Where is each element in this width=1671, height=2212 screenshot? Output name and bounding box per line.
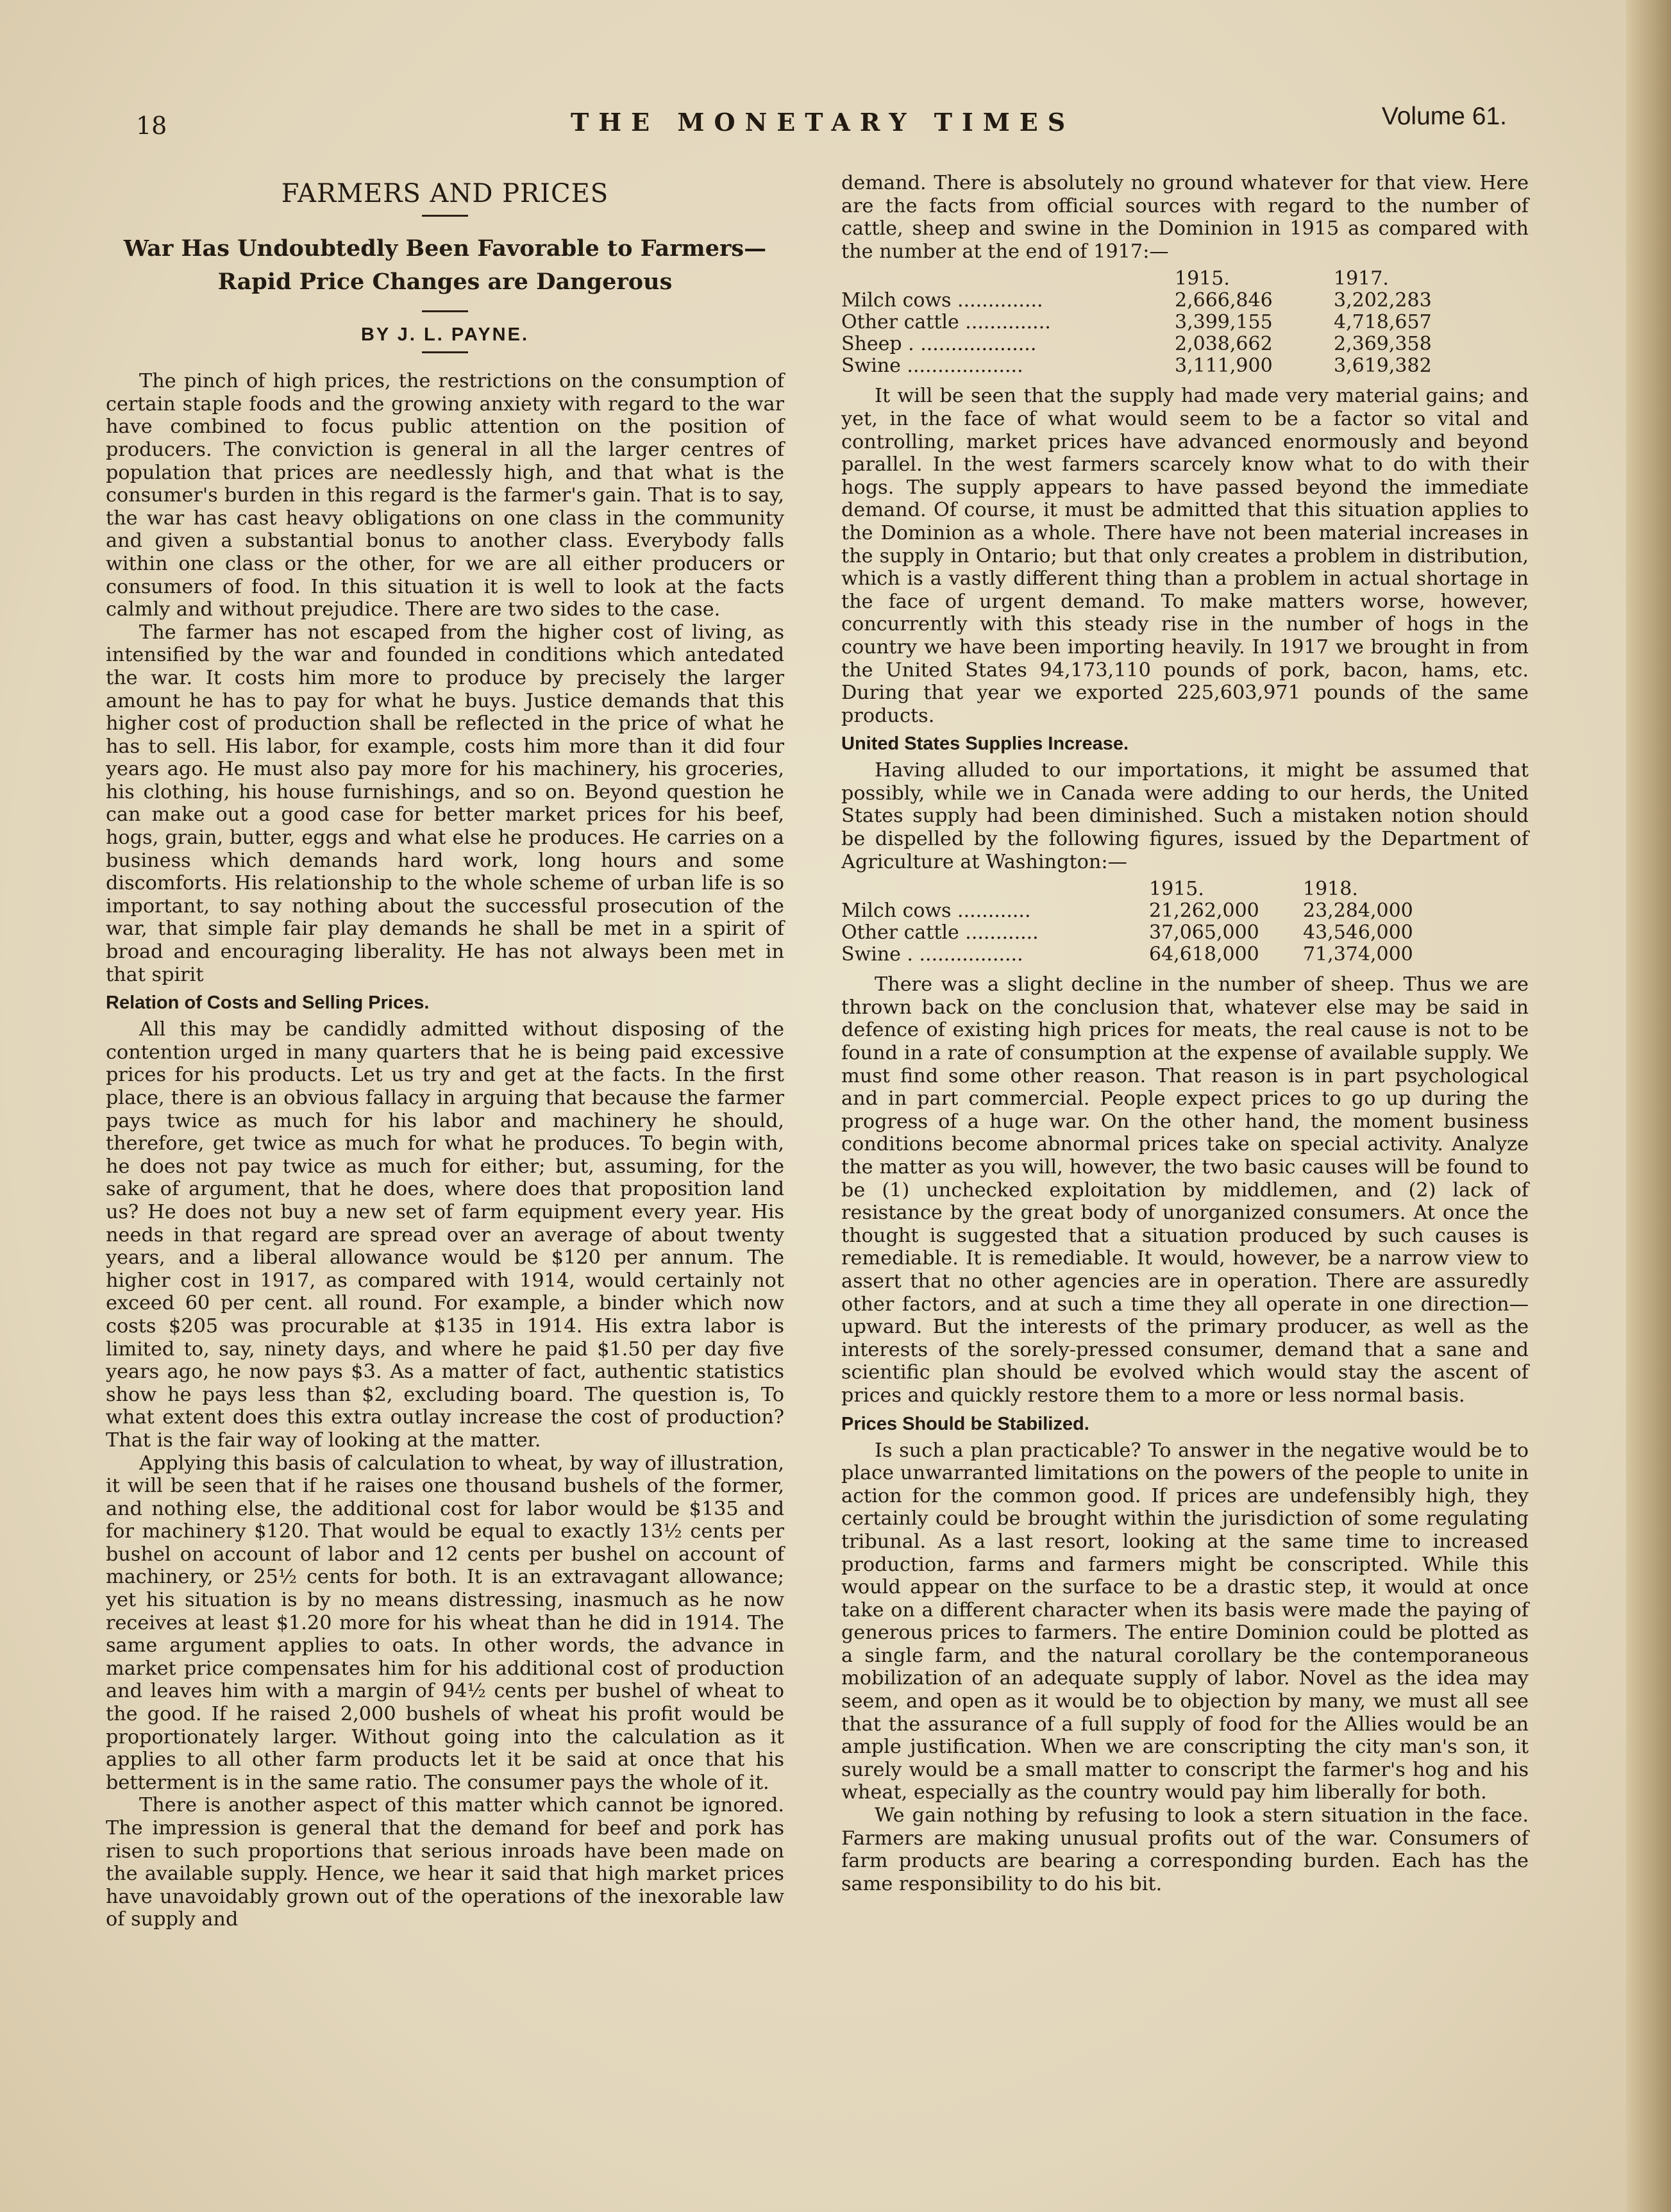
page-header xyxy=(128,103,1526,141)
cell-value: 71,374,000 xyxy=(1303,943,1413,966)
paragraph: Applying this basis of calculation to wheat, by way of illustration, it will be seen that if he raises one thousand bushels of the former, and nothing else, the additional cost for labor would be $135 and for machinery $120. That would be equal to exactly 13½ cents per bushel on account of labor and 12 cents per bushel on account of machinery, or 25½ cents for both. It is an extravagant allowance; yet his situation is by no means distressing, inasmuch as he now receives at least $1.20 more for his wheat than he did in 1914. The same argument applies to oats. In other words, the advance in market price compensates him for his additional cost of production and leaves him with a margin of 94½ cents per bushel of wheat to the good. If he raised 2,000 bushels of wheat his profit would be proportionately larger. Without going into the calculation as it applies to all other farm products let it be said at once that his betterment is in the same ratio. The consumer pays the whole of it. xyxy=(106,1452,784,1794)
table-row xyxy=(841,922,1413,944)
paragraph: There is another aspect of this matter which cannot be ignored. The impression is general that the demand for beef and pork has risen to such proportions that serious inroads have been made on the available supply. Hence, we hear it said that high market prices have unavoidably grown out of the operations of the inexorable law of supply and xyxy=(106,1794,784,1931)
paragraph: There was a slight decline in the number of sheep. Thus we are thrown back on the conclusion that, whatever else may be said in defence of existing high prices for meats, the real cause is not to be found in a rate of consumption at the expense of available supply. We must find some other reason. That reason is in part psychological and in part commercial. People expect prices to go up during the progress of a huge war. On the other hand, the moment business conditions become abnormal prices take on special activity. Analyze the matter as you will, however, the two basic causes will be found to be (1) unchecked exploitation by middlemen, and (2) lack of resistance by the great body of unorganized consumers. At once the thought is suggested that a situation produced by such causes is remediable. It is remediable. It would, however, be a narrow view to assert that no other agencies are in operation. There are assuredly other factors, and at such a time they all operate in one direction—upward. But the interests of the primary producer, as well as the interests of the sorely-pressed consumer, demand that a sane and scientific plan should be evolved which would stay the ascent of prices and quickly restore them to a more or less normal basis. xyxy=(841,973,1529,1407)
cell-value: 4,718,657 xyxy=(1334,311,1432,334)
row-label: Other cattle ............ xyxy=(841,921,1039,944)
paragraph: Having alluded to our importations, it might be assumed that possibly, while we in Canada were adding to our herds, the United States supply had been diminished. Such a mistaken notion should be dispelled by the following figures, issued by the Department of Agriculture at Washington:— xyxy=(841,759,1529,873)
cell-value: 37,065,000 xyxy=(1149,921,1259,944)
byline: BY J. L. PAYNE. xyxy=(360,324,530,345)
cell-value: 2,666,846 xyxy=(1175,289,1273,312)
cell-value: 3,399,155 xyxy=(1175,311,1273,334)
table-row xyxy=(841,333,1432,355)
column-header: 1917. xyxy=(1334,267,1389,290)
cell-value: 3,619,382 xyxy=(1334,355,1432,378)
page-number: 18 xyxy=(136,112,167,140)
paragraph: All this may be candidly admitted without disposing of the contention urged in many quarters that he is being paid excessive prices for his products. Let us try and get at the facts. In the first place, there is an obvious fallacy in arguing that because the farmer pays twice as much for his labor and machinery he should, therefore, get twice as much for what he produces. To begin with, he does not pay twice as much for either; but, assuming, for the sake of argument, that he does, where does that proposition land us? He does not buy a new set of farm equipment every year. His needs in that regard are spread over an average of about twenty years, and a liberal allowance would be $120 per annum. The higher cost in 1917, as compared with 1914, would certainly not exceed 60 per cent. all round. For example, a binder which now costs $205 was procurable at $135 in 1914. His extra labor is limited to, say, ninety days, and where he paid $1.50 per day five years ago, he now pays $3. As a matter of fact, authentic statistics show he pays less than $2, excluding board. The question is, To what extent does this extra outlay increase the cost of production? That is the fair way of looking at the matter. xyxy=(106,1018,784,1452)
cell-value: 3,202,283 xyxy=(1334,289,1432,312)
cell-value: 23,284,000 xyxy=(1303,900,1413,923)
column-header: 1918. xyxy=(1303,878,1358,901)
paragraph: The farmer has not escaped from the higher cost of living, as intensified by the war and founded in conditions which antedated the war. It costs him more to produce by precisely the larger amount he has to pay for what he buys. Justice demands that this higher cost of production shall be reflected in the price of what he has to sell. His labor, for example, costs him more than it did four years ago. He must also pay more for his machinery, his groceries, his clothing, his house furnishings, and so on. Beyond question he can make out a good case for better market prices for his beef, hogs, grain, butter, eggs and what else he produces. He carries on a business which demands hard work, long hours and some discomforts. His relationship to the whole scheme of urban life is so important, to say nothing about the successful prosecution of the war, that simple fair play demands he shall be met in a spirit of broad and encouraging liberality. He has not always been met in that spirit xyxy=(106,621,784,986)
subtitle-line-1: War Has Undoubtedly Been Favorable to Farmers— xyxy=(123,235,767,262)
paragraph: It will be seen that the supply had made very material gains; and yet, in the face of what would seem to be a factor so vital and controlling, market prices have advanced enormously and beyond parallel. In the west farmers scarcely know what to do with their hogs. The supply appears to have passed beyond the immediate demand. Of course, it must be admitted that this situation applies to the Dominion as a whole. There have not been material increases in the supply in Ontario; but that only creates a problem in distribution, which is a vastly different thing than a problem in actual shortage in the face of urgent demand. To make matters worse, however, concurrently with this steady rise in the number of hogs in the country we have been importing heavily. In 1917 we brought in from the United States 94,173,110 pounds of pork, bacon, hams, etc. During that year we exported 225,603,971 pounds of the same products. xyxy=(841,385,1529,727)
table-row xyxy=(841,312,1432,333)
table-row xyxy=(841,290,1432,312)
cell-value: 3,111,900 xyxy=(1175,355,1273,378)
table-header-row xyxy=(841,268,1432,290)
us-livestock-table xyxy=(841,878,1413,966)
paragraph: The pinch of high prices, the restrictions on the consumption of certain staple foods and the growing anxiety with regard to the war have combined to focus public attention on the position of producers. The conviction is general in all the larger centres of population that prices are needlessly high, and that what is the consumer's burden in this regard is the farmer's gain. That is to say, the war has cast heavy obligations on one class in the community and given a substantial bonus to another class. Everybody falls within one class or the other, for we are all either producers or consumers of food. In this situation it is well to look at the facts calmly and without prejudice. There are two sides to the case. xyxy=(106,370,784,621)
paragraph: Is such a plan practicable? To answer in the negative would be to place unwarranted limitations on the powers of the people to unite in action for the common good. If prices are undefensibly high, they certainly could be brought within the jurisdiction of some regulating tribunal. As a last resort, looking at the same time to increased production, farms and farmers might be conscripted. While this would appear on the surface to be a drastic step, it would at once take on a different character when its basis were made the paying of generous prices to farmers. The entire Dominion could be plotted as a single farm, and the natural corollary be the contemporaneous mobilization of an adequate supply of labor. Novel as the idea may seem, and open as it would be to objection by many, we must all see that the assurance of a full supply of food for the Allies would be an ample justification. When we are conscripting the city man's son, it surely would be a small matter to conscript the farmer's hog and his wheat, especially as the country would pay him liberally for both. xyxy=(841,1439,1529,1804)
paragraph: demand. There is absolutely no ground whatever for that view. Here are the facts from official sources with regard to the number of cattle, sheep and swine in the Dominion in 1915 as compared with the number at the end of 1917:— xyxy=(841,172,1529,263)
section-heading: Relation of Costs and Selling Prices. xyxy=(106,993,430,1014)
canada-livestock-table xyxy=(841,268,1432,377)
cell-value: 2,369,358 xyxy=(1334,333,1432,356)
row-label: Milch cows .............. xyxy=(841,289,1043,312)
volume-label: Volume 61. xyxy=(1381,103,1507,130)
article-title: FARMERS AND PRICES xyxy=(281,179,609,208)
column-header: 1915. xyxy=(1175,267,1230,290)
title-divider xyxy=(422,215,468,217)
paragraph: We gain nothing by refusing to look a stern situation in the face. Farmers are making unusual profits out of the war. Consumers of farm products are bearing a corresponding burden. Each has the same responsibility to do his bit. xyxy=(841,1804,1529,1895)
row-label: Swine ................... xyxy=(841,355,1023,378)
table-row xyxy=(841,900,1413,922)
subtitle-line-2: Rapid Price Changes are Dangerous xyxy=(217,268,673,295)
row-label: Sheep . ................... xyxy=(841,333,1037,356)
page-edge xyxy=(1626,0,1671,2212)
table-row xyxy=(841,355,1432,377)
byline-divider xyxy=(422,351,468,353)
section-heading: Prices Should be Stabilized. xyxy=(841,1413,1089,1434)
article-subtitle xyxy=(106,232,784,299)
column-header: 1915. xyxy=(1149,878,1204,901)
left-column xyxy=(106,170,784,1931)
cell-value: 43,546,000 xyxy=(1303,921,1413,944)
subtitle-divider xyxy=(422,310,468,312)
row-label: Milch cows ............ xyxy=(841,900,1031,923)
row-label: Swine . ................. xyxy=(841,943,1023,966)
table-header-row xyxy=(841,878,1413,900)
cell-value: 21,262,000 xyxy=(1149,900,1259,923)
cell-value: 64,618,000 xyxy=(1149,943,1259,966)
cell-value: 2,038,662 xyxy=(1175,333,1273,356)
row-label: Other cattle .............. xyxy=(841,311,1051,334)
section-heading: United States Supplies Increase. xyxy=(841,733,1129,755)
table-row xyxy=(841,944,1413,966)
right-column xyxy=(841,172,1529,1895)
publication-title: THE MONETARY TIMES xyxy=(571,108,1075,137)
